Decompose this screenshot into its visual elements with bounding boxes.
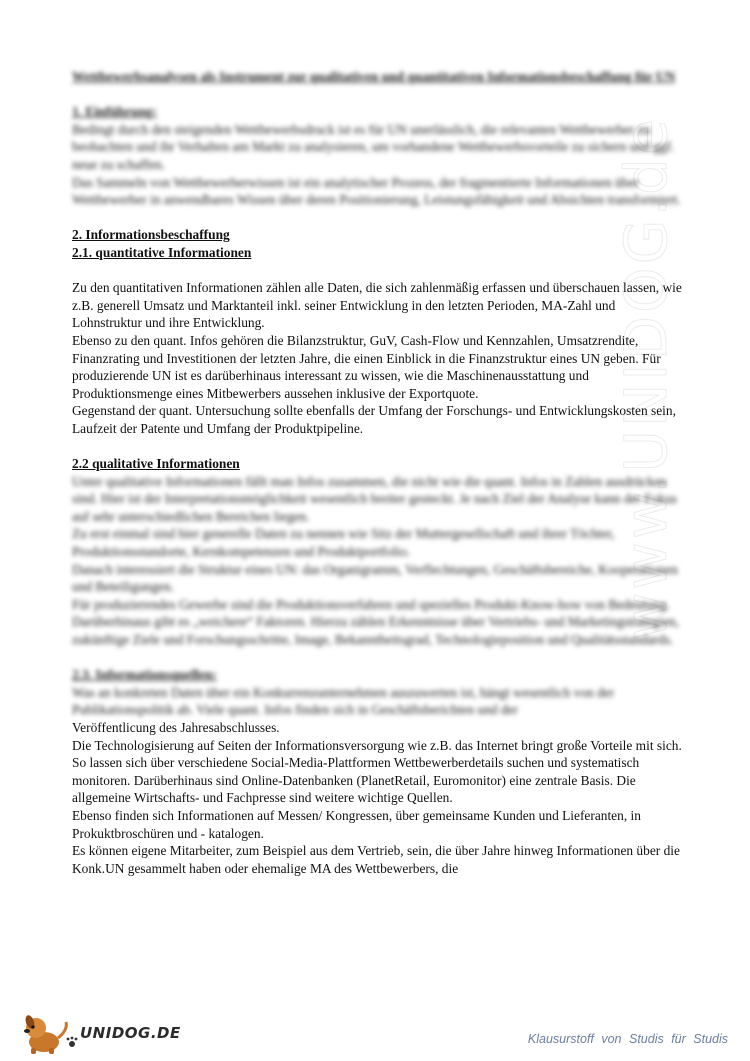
dog-icon — [22, 1012, 82, 1056]
intro-paragraph-1: Bedingt durch den steigenden Wettbewerbsdruck ist es für UN unerlässlich, die relevanten Wettbewerber zu beobachten und ihr Verhalten am Markt zu analysieren, um vorhandene Wettbewerbsvorteile zu sichern und ggf. neue zu schaffen. — [72, 121, 675, 172]
section-2-3-paragraph-3: Ebenso finden sich Informationen auf Messen/ Kongressen, über gemeinsame Kunden und Lieferanten, in Prokuktbroschüren und - katalogen. — [72, 807, 641, 841]
section-2-2-heading: 2.2 qualitative Informationen — [72, 456, 240, 472]
section-2-2-paragraph-3: Danach interessiert die Struktur eines UN: das Organigramm, Verflechtungen, Geschäftsbereiche, Kooperationen und Beteiligungen. — [72, 561, 678, 595]
section-2-1-paragraph-3: Gegenstand der quant. Untersuchung sollte ebenfalls der Umfang der Forschungs- und Entwicklungskosten sein, Laufzeit der Patente und Umfang der Produktpipeline. — [72, 403, 676, 436]
section-2-3-paragraph-1-blurred: Was an konkreten Daten über ein Konkurrenzunternehmen auszuwerten ist, hängt wesentlich von der Publikationspolitik ab. Viele quant. Infos finden sich in Geschäftsberichten und der — [72, 684, 615, 718]
section-2-2-paragraph-4: Für produzierendes Gewerbe sind die Produktionsverfahren und spezielles Produkt-Know-how von Bedeutung. — [72, 596, 670, 612]
intro-paragraph-2: Das Sammeln von Wettbewerberwissen ist ein analytischer Prozess, der fragmentierte Informationen über Wettbewerber in anwendbares Wissen über deren Positionierung, Leistungsfähigkeit und Absichten transformiert. — [72, 174, 681, 208]
logo-text: UNIDOG.DE — [80, 1024, 181, 1042]
unidog-logo[interactable] — [22, 1012, 181, 1056]
footer-tagline: Klausurstoff von Studis für Studis — [527, 1032, 728, 1046]
document-title: Wettbewerbsanalysen als Instrument zur qualitativen und quantitativen Informationsbeschaffung für UN — [72, 69, 676, 84]
intro-heading: 1. Einführung: — [72, 104, 157, 120]
section-2-2-paragraph-1: Unter qualitative Informationen fällt man Infos zusammen, die nicht wie die quant. Infos in Zahlen ausdrücken sind. Hier ist der Interpretationsmöglichkeit wesentlich breiter gesteckt. Je nach Ziel der Analyse kann der Fokus auf sehr unterschiedlichen Bereichen liegen. — [72, 473, 678, 524]
section-2-2-paragraph-5: Darüberhinaus gibt es „weichere“ Faktoren. Hierzu zählen Erkenntnisse über Vertriebs- und Marketingstrategien, zukünftige Ziele und Forschungsschritte, Image, Bekanntheitsgrad, Technologieposition und Qualitätsstandards. — [72, 614, 679, 647]
section-2-2-paragraph-2: Zu erst einmal sind hier generelle Daten zu nennen wie Sitz der Muttergesellschaft und ihrer Töchter, Produktionsstandorte, Kernkompetenzen und Produktportfolio. — [72, 526, 615, 560]
section-2-3-paragraph-1-end: Veröffentlicung des Jahresabschlusses. — [72, 719, 280, 735]
section-2-1-paragraph-2: Ebenso zu den quant. Infos gehören die Bilanzstruktur, GuV, Cash-Flow und Kennzahlen, Umsatzrendite, Finanzrating und Investitionen der letzten Jahre, die einen Einblick in die Finanzstruktur eines UN geben. Für produzierende UN ist es darüberhinaus interessant zu wissen, wie die Maschinenausstattung und Produktionsmenge eines Mitbewerbers aussehen inklusive der Exportquote. — [72, 332, 661, 401]
section-2-3-paragraph-4: Es können eigene Mitarbeiter, zum Beispiel aus dem Vertrieb, sein, die über Jahre hinweg Informationen über die Konk.UN gesammelt haben oder ehemalige MA des Wettbewerbers, die — [72, 843, 680, 876]
section-2-1-paragraph-1: Zu den quantitativen Informationen zählen alle Daten, die sich zahlenmäßig erfassen und überschauen lassen, wie z.B. generell Umsatz und Marktanteil inkl. seiner Entwicklung in den letzten Perioden, MA-Zahl und Lohnstruktur und ihre Entwicklung. — [72, 280, 682, 331]
section-2-3-heading: 2.3. Informationsquellen: — [72, 667, 217, 683]
section-2-heading: 2. Informationsbeschaffung — [72, 227, 230, 243]
section-2-3-paragraph-2: Die Technologisierung auf Seiten der Informationsversorgung wie z.B. das Internet bringt große Vorteile mit sich. So lassen sich über verschiedene Social-Media-Plattformen Wettbewerberdetails suchen und systematisch monitoren. Darüberhinaus sind Online-Datenbanken (PlanetRetail, Euromonitor) eine zentrale Basis. Die allgemeine Wirtschafts- und Fachpresse sind weitere wichtige Quellen. — [72, 737, 682, 806]
page-footer — [0, 1010, 750, 1060]
document-body — [72, 68, 682, 877]
watermark: www.UNIDOG.de — [612, 116, 680, 640]
section-2-1-heading: 2.1. quantitative Informationen — [72, 244, 252, 260]
